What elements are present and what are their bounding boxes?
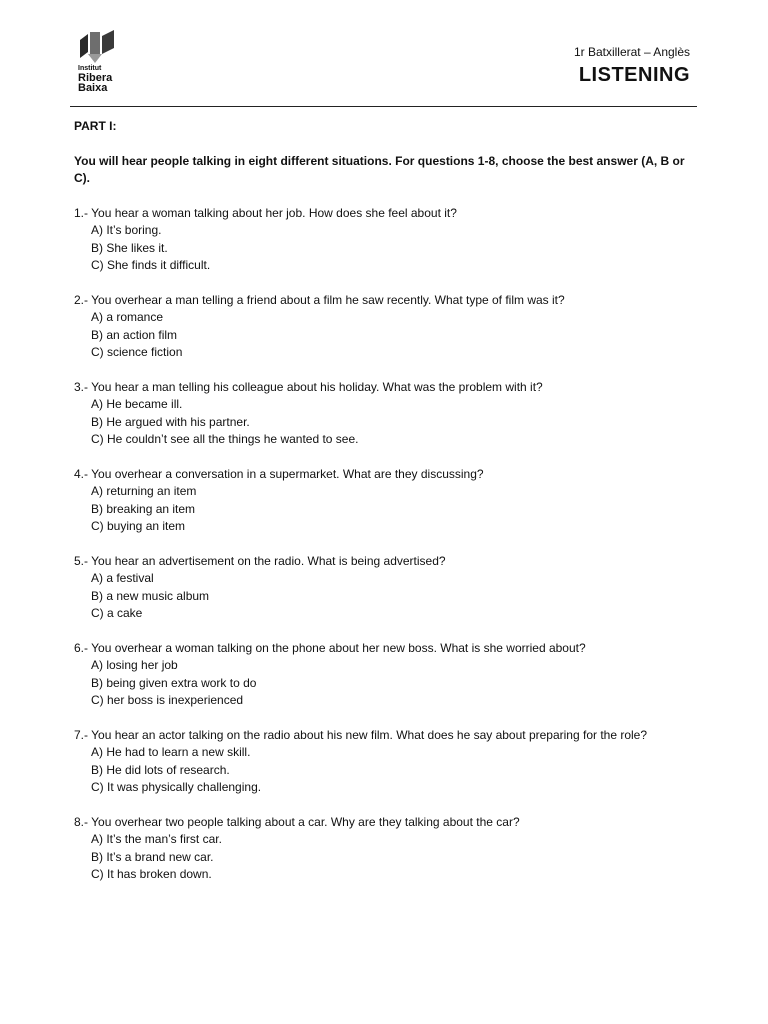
option-a: A) a romance xyxy=(91,310,164,324)
option-a: A) losing her job xyxy=(91,658,178,672)
question-5 xyxy=(74,553,694,623)
question-text: 5.- You hear an advertisement on the radio. What is being advertised? xyxy=(74,553,446,568)
logo-line-3: Baixa xyxy=(78,82,108,94)
question-text: 8.- You overhear two people talking about a car. Why are they talking about the car? xyxy=(74,814,520,829)
option-a: A) He became ill. xyxy=(91,397,183,411)
header-divider xyxy=(70,106,697,107)
option-a: A) returning an item xyxy=(91,484,197,498)
logo-line-2: Ribera xyxy=(78,72,113,84)
option-a: A) a festival xyxy=(91,571,154,585)
institut-logo-icon xyxy=(78,30,118,64)
option-b: B) a new music album xyxy=(91,588,210,603)
option-c: C) It has broken down. xyxy=(91,867,212,881)
question-3 xyxy=(74,379,694,449)
question-text: 2.- You overhear a man telling a friend about a film he saw recently. What type of film was it? xyxy=(74,292,565,307)
option-c: C) buying an item xyxy=(91,519,186,533)
question-text: 6.- You overhear a woman talking on the phone about her new boss. What is she worried about? xyxy=(74,640,586,655)
option-a: A) It’s boring. xyxy=(91,223,162,237)
question-6 xyxy=(74,640,694,710)
option-c: C) her boss is inexperienced xyxy=(91,693,244,707)
question-text: 4.- You overhear a conversation in a supermarket. What are they discussing? xyxy=(74,466,484,481)
option-b: B) He argued with his partner. xyxy=(91,414,250,429)
question-2 xyxy=(74,292,694,362)
option-a: A) He had to learn a new skill. xyxy=(91,745,251,759)
option-b: B) being given extra work to do xyxy=(91,675,257,690)
option-b: B) She likes it. xyxy=(91,240,168,255)
option-b: B) breaking an item xyxy=(91,501,196,516)
question-8 xyxy=(74,814,694,884)
part-title: PART I: xyxy=(74,119,117,133)
school-logo xyxy=(78,30,138,96)
option-b: B) It’s a brand new car. xyxy=(91,849,214,864)
question-1 xyxy=(74,205,694,275)
question-4 xyxy=(74,466,694,536)
document-header xyxy=(574,45,690,87)
option-c: C) a cake xyxy=(91,606,143,620)
logo-line-1: Institut xyxy=(78,65,102,72)
question-text: 3.- You hear a man telling his colleague about his holiday. What was the problem with it? xyxy=(74,379,543,394)
question-7 xyxy=(74,727,694,797)
option-c: C) It was physically challenging. xyxy=(91,780,262,794)
option-b: B) He did lots of research. xyxy=(91,762,230,777)
instructions: You will hear people talking in eight different situations. For questions 1-8, choose the best answer (A, B or C). xyxy=(74,153,685,185)
course-label: 1r Batxillerat – Anglès xyxy=(573,45,690,59)
option-c: C) She finds it difficult. xyxy=(91,258,211,272)
question-text: 7.- You hear an actor talking on the radio about his new film. What does he say about preparing for the role? xyxy=(74,727,648,742)
option-b: B) an action film xyxy=(91,327,178,342)
question-text: 1.- You hear a woman talking about her job. How does she feel about it? xyxy=(74,205,457,220)
logo-wordmark xyxy=(78,65,112,93)
option-a: A) It’s the man’s first car. xyxy=(91,832,222,846)
document-title: LISTENING xyxy=(578,64,690,86)
option-c: C) He couldn’t see all the things he wanted to see. xyxy=(91,432,359,446)
option-c: C) science fiction xyxy=(91,345,183,359)
document-body xyxy=(74,118,694,884)
